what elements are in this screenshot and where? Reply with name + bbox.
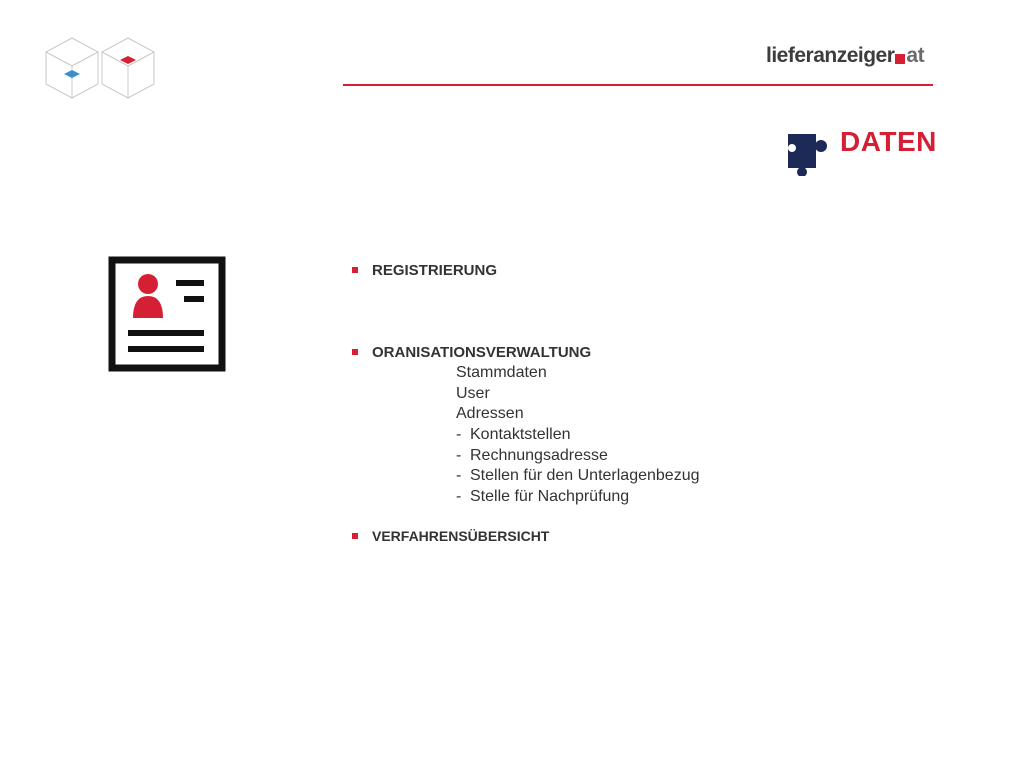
list-item-label: REGISTRIERUNG: [372, 262, 498, 279]
blue-face: [64, 70, 80, 78]
brand-square: [895, 54, 905, 64]
sub-item-kontaktstellen[interactable]: [456, 426, 571, 444]
dash-glyph: -: [456, 467, 462, 484]
sub-item-unterlagenbezug[interactable]: [456, 467, 700, 485]
list-item-label: VERFAHRENSÜBERSICHT: [372, 528, 550, 544]
bullet-square: [352, 349, 358, 355]
header-divider: [343, 84, 933, 86]
sub-item-label: Rechnungsadresse: [470, 447, 608, 464]
id-card-icon: [108, 256, 226, 372]
section-title: DATEN: [840, 126, 937, 157]
sub-item-nachpruefung[interactable]: [456, 488, 629, 506]
sub-item-user[interactable]: User: [456, 385, 490, 402]
sub-item-adressen[interactable]: Adressen: [456, 405, 524, 422]
puzzle-icon: [784, 128, 832, 176]
bullet-square: [352, 533, 358, 539]
list-item-label: ORANISATIONSVERWALTUNG: [372, 344, 592, 361]
dash-glyph: -: [456, 426, 462, 443]
sub-item-stammdaten[interactable]: Stammdaten: [456, 364, 547, 381]
brand-main: lieferanzeiger: [766, 44, 895, 67]
bullet-square: [352, 267, 358, 273]
sub-item-label: Kontaktstellen: [470, 426, 571, 443]
sub-item-label: Stellen für den Unterlagenbezug: [470, 467, 700, 484]
brand-logo[interactable]: [766, 44, 946, 76]
sub-item-label: Stelle für Nachprüfung: [470, 488, 630, 505]
brand-wordmark: [766, 44, 924, 68]
dash-glyph: -: [456, 447, 462, 464]
cubes-logo: [42, 36, 158, 102]
section-heading: [784, 124, 944, 178]
brand-suffix: at: [906, 44, 925, 67]
sub-item-rechnungsadresse[interactable]: [456, 447, 608, 465]
dash-glyph: -: [456, 488, 462, 505]
